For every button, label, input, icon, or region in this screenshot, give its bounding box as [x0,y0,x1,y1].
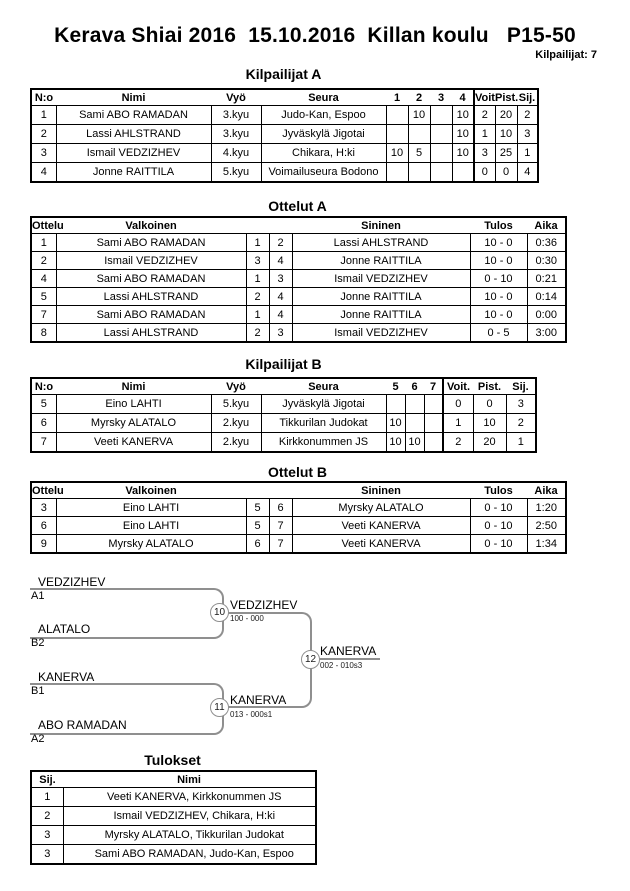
cell-sininen: Ismail VEDZIZHEV [292,324,470,343]
cell-nimi: Veeti KANERVA [56,433,211,453]
cell-blue-number: 7 [269,517,292,535]
table-header-row [31,771,316,788]
cell-score-7 [424,414,443,433]
bracket-entry-seed: B2 [31,637,45,649]
cell-blue-number: 4 [269,288,292,306]
section-title-ottelut-a: Ottelut A [268,198,327,214]
cell-no: 6 [31,414,56,433]
cell-valkoinen: Eino LAHTI [56,499,246,517]
col-header-voit: Voit. [443,378,473,395]
bracket-entry-seed: A2 [31,733,45,745]
cell-voit: 0 [474,163,495,183]
cell-tulos: 0 - 10 [470,535,527,554]
cell-match-no: 9 [31,535,56,554]
cell-blue-number: 4 [269,252,292,270]
match-row [31,517,566,535]
cell-pist: 0 [473,395,506,414]
table-header-row [31,482,566,499]
cell-white-number: 1 [246,306,269,324]
col-header-sininen: Sininen [292,217,470,234]
cell-vyo: 3.kyu [211,125,261,144]
bracket-match-score: 013 - 000s1 [230,710,273,719]
col-header-6: 6 [405,378,424,395]
cell-score-3 [430,106,452,125]
cell-aika: 0:36 [527,234,566,252]
cell-blue-number: 4 [269,306,292,324]
ottelut-b-table [30,481,567,554]
col-header-bn [269,217,292,234]
cell-score-3 [430,144,452,163]
cell-tulos: 0 - 5 [470,324,527,343]
cell-aika: 0:30 [527,252,566,270]
col-header-seura: Seura [261,89,386,106]
cell-sininen: Ismail VEDZIZHEV [292,270,470,288]
cell-blue-number: 2 [269,234,292,252]
cell-blue-number: 3 [269,324,292,343]
cell-aika: 0:00 [527,306,566,324]
cell-sij: 3 [31,845,63,865]
cell-aika: 2:50 [527,517,566,535]
cell-valkoinen: Sami ABO RAMADAN [56,306,246,324]
cell-pist: 25 [495,144,517,163]
competitor-row [31,144,538,163]
cell-sininen: Myrsky ALATALO [292,499,470,517]
cell-score-6 [405,395,424,414]
cell-no: 1 [31,106,56,125]
match-number-badge: 10 [210,603,229,622]
cell-aika: 1:20 [527,499,566,517]
col-header-pist: Pist. [473,378,506,395]
competitor-count: Kilpailijat: 7 [535,49,597,61]
cell-score-4 [452,163,474,183]
cell-match-no: 4 [31,270,56,288]
cell-match-no: 8 [31,324,56,343]
col-header-aika: Aika [527,217,566,234]
cell-white-number: 2 [246,324,269,343]
cell-sij: 2 [506,414,536,433]
cell-valkoinen: Lassi AHLSTRAND [56,324,246,343]
match-row [31,499,566,517]
cell-valkoinen: Sami ABO RAMADAN [56,270,246,288]
bracket-entry-seed: A1 [31,590,45,602]
competitor-row [31,106,538,125]
cell-seura: Jyväskylä Jigotai [261,125,386,144]
cell-white-number: 2 [246,288,269,306]
cell-tulos: 0 - 10 [470,270,527,288]
col-header-aika: Aika [527,482,566,499]
cell-match-no: 3 [31,499,56,517]
cell-sininen: Jonne RAITTILA [292,288,470,306]
col-header-valkoinen: Valkoinen [56,217,246,234]
cell-tulos: 0 - 10 [470,517,527,535]
match-row [31,270,566,288]
cell-sininen: Veeti KANERVA [292,535,470,554]
col-header-3: 3 [430,89,452,106]
cell-score-2 [408,163,430,183]
result-row [31,845,316,865]
cell-match-no: 5 [31,288,56,306]
cell-match-no: 7 [31,306,56,324]
cell-voit: 3 [474,144,495,163]
cell-score-5: 10 [386,433,405,453]
cell-valkoinen: Eino LAHTI [56,517,246,535]
cell-match-no: 1 [31,234,56,252]
cell-no: 4 [31,163,56,183]
cell-no: 3 [31,144,56,163]
bracket-entry-name: VEDZIZHEV [38,575,106,589]
cell-nimi: Veeti KANERVA, Kirkkonummen JS [63,788,316,807]
cell-score-6 [405,414,424,433]
ottelut-a-table [30,216,567,343]
cell-valkoinen: Myrsky ALATALO [56,535,246,554]
cell-valkoinen: Sami ABO RAMADAN [56,234,246,252]
cell-white-number: 6 [246,535,269,554]
cell-seura: Jyväskylä Jigotai [261,395,386,414]
cell-sij: 3 [31,826,63,845]
col-header-vyo: Vyö [211,89,261,106]
cell-sininen: Jonne RAITTILA [292,306,470,324]
col-header-nimi: Nimi [56,378,211,395]
table-header-row [31,217,566,234]
cell-seura: Chikara, H:ki [261,144,386,163]
bracket-match-score: 100 - 000 [230,614,264,623]
col-header-wn [246,217,269,234]
cell-nimi: Sami ABO RAMADAN, Judo-Kan, Espoo [63,845,316,865]
section-title-kilpailijat-b: Kilpailijat B [245,356,322,372]
col-header-ottelu: Ottelu [31,217,56,234]
match-row [31,535,566,554]
bracket-entry-name: KANERVA [38,670,95,684]
cell-score-4: 10 [452,125,474,144]
cell-nimi: Jonne RAITTILA [56,163,211,183]
col-header-7: 7 [424,378,443,395]
cell-no: 2 [31,125,56,144]
cell-sininen: Jonne RAITTILA [292,252,470,270]
cell-pist: 10 [495,125,517,144]
cell-vyo: 4.kyu [211,144,261,163]
cell-white-number: 5 [246,499,269,517]
cell-sij: 1 [517,144,538,163]
bracket-entry-name: ABO RAMADAN [38,718,127,732]
cell-nimi: Eino LAHTI [56,395,211,414]
cell-sininen: Lassi AHLSTRAND [292,234,470,252]
kilpailijat-b-table [30,377,537,453]
bracket-entry-seed: B1 [31,685,45,697]
cell-vyo: 5.kyu [211,163,261,183]
bracket-match-score: 002 - 010s3 [320,661,363,670]
cell-nimi: Myrsky ALATALO, Tikkurilan Judokat [63,826,316,845]
cell-sij: 4 [517,163,538,183]
tulokset-table [30,770,317,865]
cell-score-4: 10 [452,106,474,125]
cell-voit: 0 [443,395,473,414]
cell-sininen: Veeti KANERVA [292,517,470,535]
cell-score-1 [386,163,408,183]
match-number-badge: 12 [301,650,320,669]
cell-white-number: 5 [246,517,269,535]
match-row [31,306,566,324]
result-row [31,826,316,845]
bracket-winner-line [310,658,380,660]
result-row [31,788,316,807]
section-title-ottelut-b: Ottelut B [267,464,328,480]
bracket-winner-name: VEDZIZHEV [230,598,298,612]
col-header-seura: Seura [261,378,386,395]
competitor-row [31,414,536,433]
col-header-vyo: Vyö [211,378,261,395]
cell-vyo: 3.kyu [211,106,261,125]
cell-voit: 2 [474,106,495,125]
section-title-tulokset: Tulokset [144,752,201,768]
cell-sij: 1 [31,788,63,807]
cell-match-no: 6 [31,517,56,535]
kilpailijat-a-table [30,88,539,183]
col-header-tulos: Tulos [470,482,527,499]
col-header-5: 5 [386,378,405,395]
cell-voit: 1 [474,125,495,144]
cell-vyo: 2.kyu [211,433,261,453]
match-row [31,324,566,343]
col-header-sij: Sij. [517,89,538,106]
cell-score-4: 10 [452,144,474,163]
cell-blue-number: 7 [269,535,292,554]
col-header-1: 1 [386,89,408,106]
cell-score-3 [430,125,452,144]
bracket-entry-name: ALATALO [38,622,91,636]
cell-white-number: 1 [246,234,269,252]
col-header-tulos: Tulos [470,217,527,234]
cell-voit: 2 [443,433,473,453]
match-row [31,288,566,306]
cell-seura: Voimailuseura Bodono [261,163,386,183]
cell-score-7 [424,395,443,414]
cell-score-1 [386,125,408,144]
cell-score-1: 10 [386,144,408,163]
competitor-row [31,433,536,453]
cell-nimi: Ismail VEDZIZHEV [56,144,211,163]
cell-tulos: 10 - 0 [470,234,527,252]
cell-no: 7 [31,433,56,453]
section-title-kilpailijat-a: Kilpailijat A [245,66,322,82]
cell-blue-number: 3 [269,270,292,288]
bracket-winner-name: KANERVA [320,644,377,658]
cell-score-7 [424,433,443,453]
col-header-2: 2 [408,89,430,106]
cell-score-2: 10 [408,106,430,125]
cell-match-no: 2 [31,252,56,270]
col-header-4: 4 [452,89,474,106]
col-header-sij: Sij. [31,771,63,788]
col-header-pist: Pist. [495,89,517,106]
cell-sij: 1 [506,433,536,453]
cell-valkoinen: Ismail VEDZIZHEV [56,252,246,270]
cell-seura: Tikkurilan Judokat [261,414,386,433]
competitor-row [31,163,538,183]
cell-nimi: Ismail VEDZIZHEV, Chikara, H:ki [63,807,316,826]
cell-no: 5 [31,395,56,414]
cell-voit: 1 [443,414,473,433]
competitor-row [31,125,538,144]
match-row [31,234,566,252]
cell-seura: Judo-Kan, Espoo [261,106,386,125]
cell-sij: 3 [506,395,536,414]
cell-nimi: Myrsky ALATALO [56,414,211,433]
cell-score-6: 10 [405,433,424,453]
page-title: Kerava Shiai 2016 15.10.2016 Killan koulu P15-50 [54,24,576,47]
cell-score-2 [408,125,430,144]
cell-sij: 3 [517,125,538,144]
match-row [31,252,566,270]
col-header-wn [246,482,269,499]
result-row [31,807,316,826]
competitor-row [31,395,536,414]
col-header-nimi: Nimi [56,89,211,106]
bracket-winner-name: KANERVA [230,693,287,707]
cell-tulos: 10 - 0 [470,252,527,270]
cell-score-3 [430,163,452,183]
cell-pist: 10 [473,414,506,433]
cell-nimi: Lassi AHLSTRAND [56,125,211,144]
match-number-badge: 11 [210,698,229,717]
col-header-no: N:o [31,89,56,106]
col-header-valkoinen: Valkoinen [56,482,246,499]
cell-white-number: 3 [246,252,269,270]
col-header-ottelu: Ottelu [31,482,56,499]
cell-nimi: Sami ABO RAMADAN [56,106,211,125]
cell-tulos: 0 - 10 [470,499,527,517]
cell-score-5: 10 [386,414,405,433]
cell-aika: 0:14 [527,288,566,306]
col-header-sininen: Sininen [292,482,470,499]
cell-white-number: 1 [246,270,269,288]
cell-aika: 3:00 [527,324,566,343]
cell-vyo: 5.kyu [211,395,261,414]
table-header-row [31,378,536,395]
cell-seura: Kirkkonummen JS [261,433,386,453]
cell-sij: 2 [517,106,538,125]
cell-vyo: 2.kyu [211,414,261,433]
cell-score-5 [386,395,405,414]
col-header-sij: Sij. [506,378,536,395]
col-header-bn [269,482,292,499]
cell-aika: 0:21 [527,270,566,288]
cell-valkoinen: Lassi AHLSTRAND [56,288,246,306]
col-header-no: N:o [31,378,56,395]
cell-pist: 20 [495,106,517,125]
cell-score-1 [386,106,408,125]
cell-sij: 2 [31,807,63,826]
cell-score-2: 5 [408,144,430,163]
cell-tulos: 10 - 0 [470,288,527,306]
cell-blue-number: 6 [269,499,292,517]
cell-pist: 0 [495,163,517,183]
table-header-row [31,89,538,106]
cell-aika: 1:34 [527,535,566,554]
cell-tulos: 10 - 0 [470,306,527,324]
cell-pist: 20 [473,433,506,453]
col-header-voit: Voit. [474,89,495,106]
col-header-nimi: Nimi [63,771,316,788]
